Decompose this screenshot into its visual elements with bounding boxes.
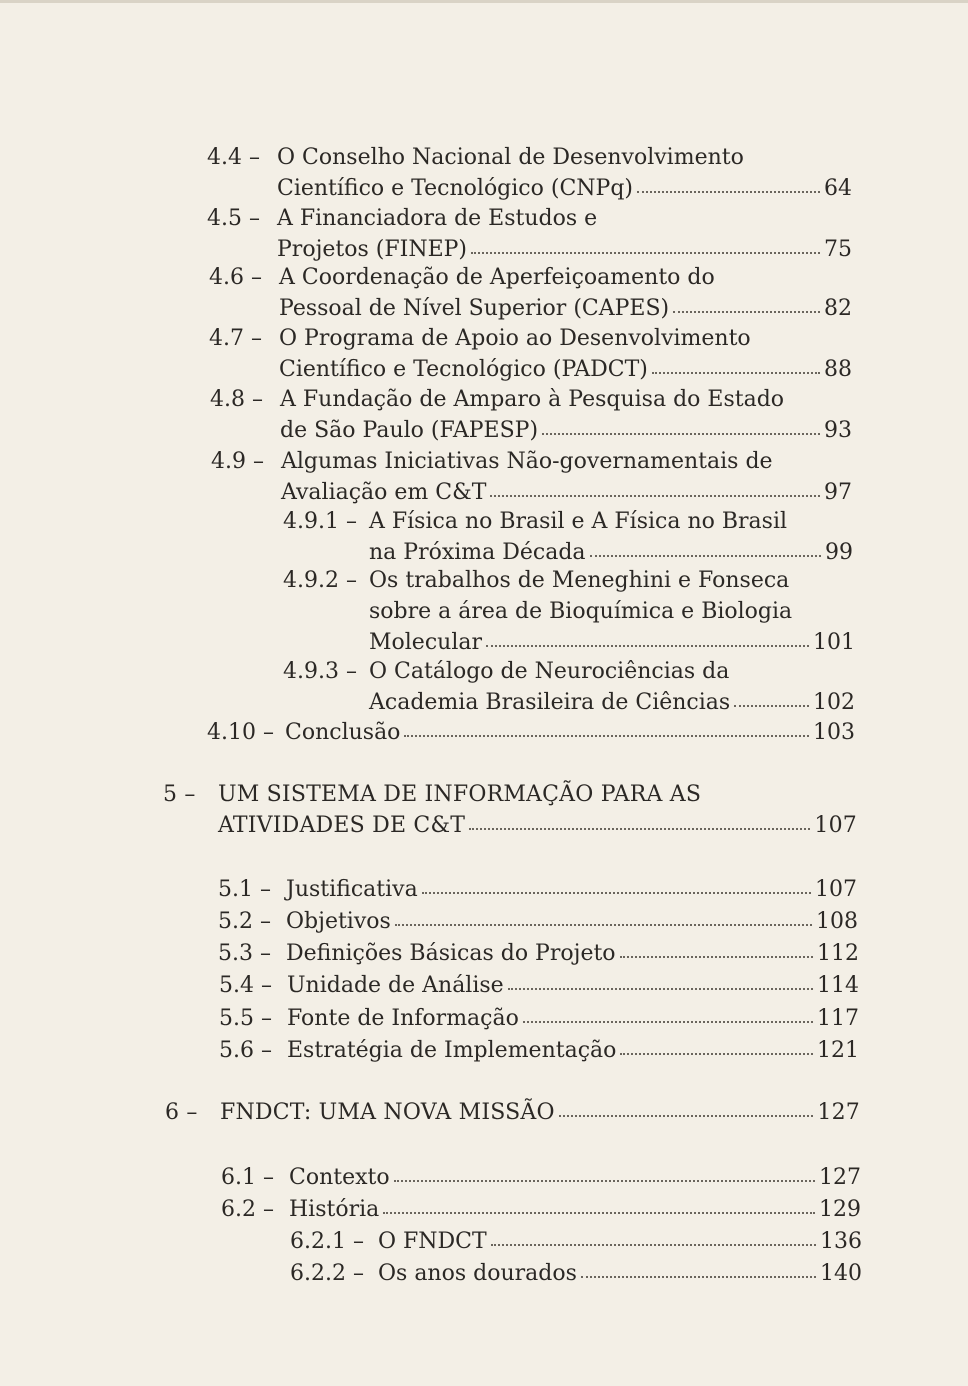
entry-title-line2: Científico e Tecnológico (PADCT) bbox=[279, 357, 648, 382]
entry-number: 4.9 – bbox=[211, 449, 264, 474]
entry-number: 4.9.3 – bbox=[283, 659, 357, 684]
dot-leader bbox=[542, 433, 820, 435]
dot-leader bbox=[637, 191, 820, 193]
toc-entry-5-5 bbox=[219, 1003, 859, 1034]
page-number: 112 bbox=[817, 941, 859, 966]
toc-entry-4-7 bbox=[209, 323, 852, 385]
entry-number: 5.6 – bbox=[219, 1038, 272, 1063]
page-number: 107 bbox=[814, 813, 857, 838]
entry-title-line1: O Programa de Apoio ao Desenvolvimento bbox=[279, 326, 751, 351]
entry-title: O FNDCT bbox=[378, 1229, 487, 1254]
toc-entry-5-1 bbox=[218, 874, 857, 905]
dot-leader bbox=[559, 1115, 814, 1117]
page-number: 102 bbox=[813, 690, 855, 715]
dot-leader bbox=[620, 1053, 813, 1055]
entry-title: Unidade de Análise bbox=[287, 973, 504, 998]
entry-number: 4.7 – bbox=[209, 326, 262, 351]
toc-entry-4-6 bbox=[209, 262, 852, 324]
toc-entry-4-9-3 bbox=[283, 656, 855, 718]
dot-leader bbox=[620, 956, 813, 958]
entry-title-line1: Os trabalhos de Meneghini e Fonseca bbox=[369, 568, 790, 593]
page-number: 136 bbox=[820, 1229, 862, 1254]
entry-number: 4.9.1 – bbox=[283, 509, 357, 534]
dot-leader bbox=[523, 1021, 813, 1023]
dot-leader bbox=[422, 892, 811, 894]
entry-title-line1: O Catálogo de Neurociências da bbox=[369, 659, 730, 684]
page-number: 140 bbox=[820, 1261, 862, 1286]
toc-entry-5-3 bbox=[218, 938, 859, 969]
entry-title: História bbox=[289, 1197, 380, 1222]
entry-number: 6.2 – bbox=[221, 1197, 274, 1222]
toc-entry-4-4 bbox=[207, 142, 852, 204]
page-number: 101 bbox=[813, 630, 855, 655]
entry-number: 6.2.2 – bbox=[290, 1261, 364, 1286]
page-number: 107 bbox=[815, 877, 857, 902]
chapter-number: 5 – bbox=[163, 782, 196, 807]
dot-leader bbox=[490, 495, 820, 497]
toc-entry-4-9-1 bbox=[283, 506, 853, 568]
toc-entry-6-1 bbox=[221, 1162, 861, 1193]
page-number: 93 bbox=[824, 418, 852, 443]
dot-leader bbox=[508, 988, 813, 990]
dot-leader bbox=[581, 1276, 816, 1278]
entry-title-line2: Projetos (FINEP) bbox=[277, 237, 468, 262]
entry-title-line2: Avaliação em C&T bbox=[281, 480, 487, 505]
entry-title-line3: Molecular bbox=[369, 630, 482, 655]
entry-number: 4.10 – bbox=[207, 720, 274, 745]
toc-entry-5-2 bbox=[218, 906, 858, 937]
dot-leader bbox=[404, 735, 809, 737]
entry-title-line1: A Fundação de Amparo à Pesquisa do Estado bbox=[280, 387, 785, 412]
entry-number: 4.8 – bbox=[210, 387, 263, 412]
dot-leader bbox=[395, 924, 812, 926]
entry-title-line1: Algumas Iniciativas Não-governamentais de bbox=[281, 449, 773, 474]
entry-title: Justificativa bbox=[286, 877, 418, 902]
page-number: 114 bbox=[817, 973, 859, 998]
page-number: 121 bbox=[817, 1038, 859, 1063]
entry-number: 4.4 – bbox=[207, 145, 260, 170]
toc-entry-6-2-1 bbox=[290, 1226, 862, 1257]
page-number: 117 bbox=[817, 1006, 859, 1031]
entry-title-line1: O Conselho Nacional de Desenvolvimento bbox=[277, 145, 744, 170]
toc-entry-5-6 bbox=[219, 1035, 859, 1066]
dot-leader bbox=[471, 252, 820, 254]
toc-chapter-6 bbox=[165, 1097, 860, 1128]
dot-leader bbox=[491, 1244, 816, 1246]
toc-entry-4-9-2 bbox=[283, 565, 855, 658]
page-number: 103 bbox=[813, 720, 855, 745]
entry-number: 5.1 – bbox=[218, 877, 271, 902]
entry-number: 5.2 – bbox=[218, 909, 271, 934]
entry-title-line2: Academia Brasileira de Ciências bbox=[369, 690, 731, 715]
chapter-title: FNDCT: UMA NOVA MISSÃO bbox=[220, 1100, 555, 1125]
entry-title: Conclusão bbox=[285, 720, 401, 745]
dot-leader bbox=[652, 372, 820, 374]
chapter-title-line1: UM SISTEMA DE INFORMAÇÃO PARA AS bbox=[218, 782, 702, 807]
dot-leader bbox=[394, 1180, 815, 1182]
entry-title: Definições Básicas do Projeto bbox=[286, 941, 616, 966]
page-number: 127 bbox=[817, 1100, 860, 1125]
entry-title-line1: A Física no Brasil e A Física no Brasil bbox=[369, 509, 788, 534]
page-number: 108 bbox=[816, 909, 858, 934]
toc-entry-6-2 bbox=[221, 1194, 861, 1225]
toc-chapter-5 bbox=[163, 779, 857, 841]
entry-title: Estratégia de Implementação bbox=[287, 1038, 617, 1063]
entry-number: 4.5 – bbox=[207, 206, 260, 231]
entry-title: Fonte de Informação bbox=[287, 1006, 519, 1031]
page-number: 88 bbox=[824, 357, 852, 382]
page-number: 75 bbox=[824, 237, 852, 262]
entry-number: 5.5 – bbox=[219, 1006, 272, 1031]
entry-title-line2: de São Paulo (FAPESP) bbox=[280, 418, 539, 443]
entry-number: 6.1 – bbox=[221, 1165, 274, 1190]
page-number: 99 bbox=[825, 540, 853, 565]
entry-title: Os anos dourados bbox=[378, 1261, 577, 1286]
entry-number: 4.9.2 – bbox=[283, 568, 357, 593]
page-number: 64 bbox=[824, 176, 852, 201]
toc-entry-4-9 bbox=[211, 446, 852, 508]
entry-title-line1: A Coordenação de Aperfeiçoamento do bbox=[279, 265, 715, 290]
entry-number: 5.3 – bbox=[218, 941, 271, 966]
dot-leader bbox=[734, 705, 809, 707]
dot-leader bbox=[469, 828, 810, 830]
dot-leader bbox=[486, 645, 809, 647]
page-number: 127 bbox=[819, 1165, 861, 1190]
toc-entry-4-8 bbox=[210, 384, 852, 446]
toc-entry-4-5 bbox=[207, 203, 852, 265]
dot-leader bbox=[590, 555, 821, 557]
entry-title-line2: Científico e Tecnológico (CNPq) bbox=[277, 176, 633, 201]
entry-title-line1: A Financiadora de Estudos e bbox=[277, 206, 598, 231]
dot-leader bbox=[673, 311, 820, 313]
entry-title: Objetivos bbox=[286, 909, 391, 934]
entry-title-line2: sobre a área de Bioquímica e Biologia bbox=[369, 599, 793, 624]
chapter-number: 6 – bbox=[165, 1100, 198, 1125]
entry-title: Contexto bbox=[289, 1165, 390, 1190]
chapter-title-line2: ATIVIDADES DE C&T bbox=[218, 813, 466, 838]
entry-number: 6.2.1 – bbox=[290, 1229, 364, 1254]
page-number: 97 bbox=[824, 480, 852, 505]
toc-entry-6-2-2 bbox=[290, 1258, 862, 1289]
entry-number: 4.6 – bbox=[209, 265, 262, 290]
dot-leader bbox=[383, 1212, 815, 1214]
toc-entry-4-10 bbox=[207, 717, 855, 748]
entry-title-line2: Pessoal de Nível Superior (CAPES) bbox=[279, 296, 670, 321]
toc-entry-5-4 bbox=[219, 970, 859, 1001]
entry-number: 5.4 – bbox=[219, 973, 272, 998]
page-number: 82 bbox=[824, 296, 852, 321]
page-number: 129 bbox=[819, 1197, 861, 1222]
entry-title-line2: na Próxima Década bbox=[369, 540, 586, 565]
